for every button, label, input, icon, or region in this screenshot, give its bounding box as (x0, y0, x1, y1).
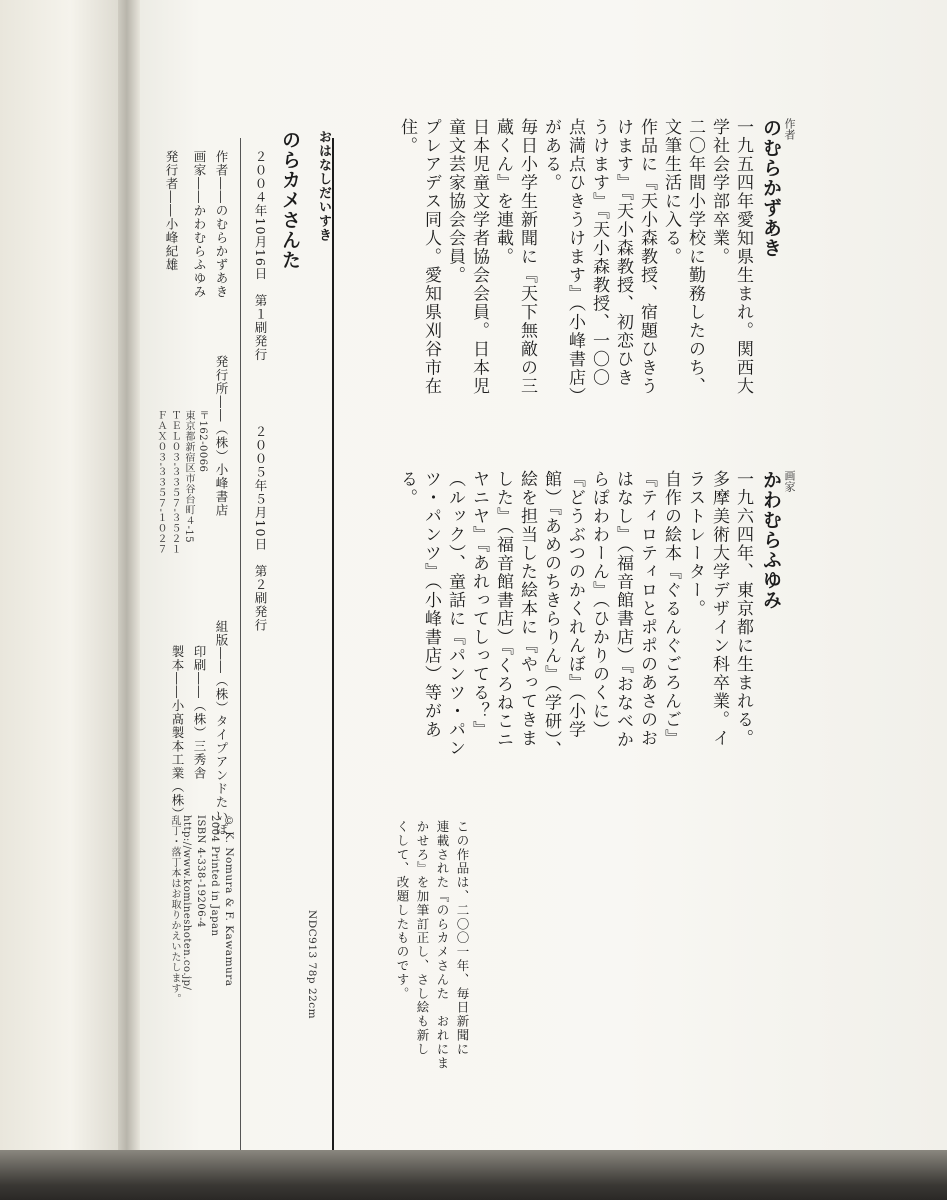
note-line: 連載された『のらカメさんた おれにま (435, 820, 450, 1071)
publisher-address: 東京都新宿区市谷台町４-15 (183, 410, 194, 544)
colophon-typesetting: 組版――（株）タイプアンドたいぽ (214, 620, 229, 836)
author-bio-line: 二〇年間小学校に勤務したのち、 (685, 118, 705, 396)
book-title: のらカメさんた (279, 130, 301, 270)
illustrator-bio-line: はなし』（福音館書店）『おなべか (613, 470, 633, 749)
illustrator-bio-line: ヤニヤ』『あれってしってる？』 (469, 470, 489, 739)
author-bio-line: 住。 (397, 118, 417, 155)
illustrator-bio-line: 自作の絵本『ぐるんぐごろんご』 (661, 470, 681, 748)
author-bio-line: 日本児童文学者協会会員。日本児 (469, 118, 489, 396)
illustrator-bio-line: 一九六四年、東京都に生まれる。 (733, 470, 753, 748)
colophon-author: 作者――のむらかずあき (214, 150, 229, 299)
note-line: くして、改題したものです。 (395, 820, 410, 1001)
first-edition-date: ２００４年10月16日 第１刷発行 (253, 150, 268, 362)
author-label: 作者 (783, 118, 796, 140)
publisher-tel: ＴＥＬ０３-３３５７-３５２１ (169, 410, 180, 555)
illustrator-bio-line: 館）『あめのちきらりん』（学研）、 (541, 470, 561, 759)
colophon-illustrator: 画家――かわむらふゆみ (192, 150, 207, 299)
illustrator-bio-line: した』（福音館書店）『くろねこニ (493, 470, 513, 749)
note-line: かせろ』を加筆訂正し、さし絵も新し (415, 820, 430, 1057)
colophon-publisher-person: 発行者――小峰紀雄 (164, 150, 179, 272)
book-gutter (118, 0, 140, 1200)
printed-in-japan: 2004 Printed in Japan (209, 815, 220, 937)
replacement-notice: 乱丁・落丁本はお取りかえいたします。 (169, 815, 180, 1004)
colophon-rule-right (332, 138, 334, 1178)
colophon-rule-inner (240, 138, 241, 1178)
page-bottom-edge (0, 1150, 947, 1200)
illustrator-bio-line: 『どうぶつのかくれんぼ』（小学 (565, 470, 585, 739)
author-bio-line: 作品に『天小森教授、宿題ひきう (637, 118, 657, 396)
illustrator-bio-line: ツ・パンツ』（小峰書店）等があ (421, 470, 441, 739)
ndc-classification: NDC913 78p 22cm (306, 910, 318, 1020)
series-title: おはなしだいすき (316, 130, 331, 242)
author-bio-line: がある。 (541, 118, 561, 192)
colophon-printing: 印刷――（株）三秀舎 (192, 645, 207, 780)
left-page (0, 0, 128, 1200)
author-bio-line: 蔵くん』を連載。 (493, 118, 513, 266)
colophon-binding: 製本――小髙製本工業（株） (170, 645, 185, 821)
illustrator-bio-line: ラストレーター。 (685, 470, 705, 618)
author-bio-line: 学社会学部卒業。 (709, 118, 729, 266)
author-bio-line: プレアデス同人。愛知県刈谷市在 (421, 118, 441, 396)
author-bio-line: 文筆生活に入る。 (661, 118, 681, 266)
publisher-postal: 〒162-0066 (197, 410, 208, 473)
illustrator-bio-line: る。 (397, 470, 417, 507)
author-bio-line: 毎日小学生新聞に『天下無敵の三 (517, 118, 537, 396)
illustrator-bio-line: 絵を担当した絵本に『やってきま (517, 470, 537, 748)
publisher-url: http://www.komineshoten.co.jp/ (181, 815, 192, 991)
publisher-fax: ＦＡＸ０３-３３５７-１０２７ (155, 410, 166, 555)
author-bio-line: 童文芸家協会会員。 (445, 118, 465, 285)
illustrator-label: 画家 (783, 470, 796, 492)
second-edition-date: ２００５年５月10日 第２刷発行 (253, 425, 268, 632)
illustrator-name: かわむらふゆみ (760, 470, 782, 610)
illustrator-bio-line: 多摩美術大学デザイン科卒業。イ (709, 470, 729, 748)
illustrator-bio-line: 『ティロティロとポポのあさのお (637, 470, 657, 748)
author-bio-line: 点満点ひきうけます』（小峰書店） (565, 118, 585, 406)
isbn-number: ISBN 4-338-19206-4 (195, 815, 206, 928)
author-bio-line: 一九五四年愛知県生まれ。関西大 (733, 118, 753, 396)
illustrator-bio-line: らぽわわーん』（ひかりのくに） (589, 470, 609, 739)
author-bio-line: うけます』『天小森教授、一〇〇 (589, 118, 609, 387)
author-bio-line: けます』『天小森教授、初恋ひき (613, 118, 633, 387)
author-name: のむらかずあき (760, 118, 782, 258)
note-line: この作品は、二〇〇一年、毎日新聞に (455, 820, 470, 1057)
illustrator-bio-line: （ルック）、童話に『パンツ・パン (445, 470, 465, 758)
colophon-publisher: 発行所――（株）小峰書店 (214, 355, 229, 517)
copyright-notice: © K. Nomura & F. Kawamura (223, 815, 235, 987)
